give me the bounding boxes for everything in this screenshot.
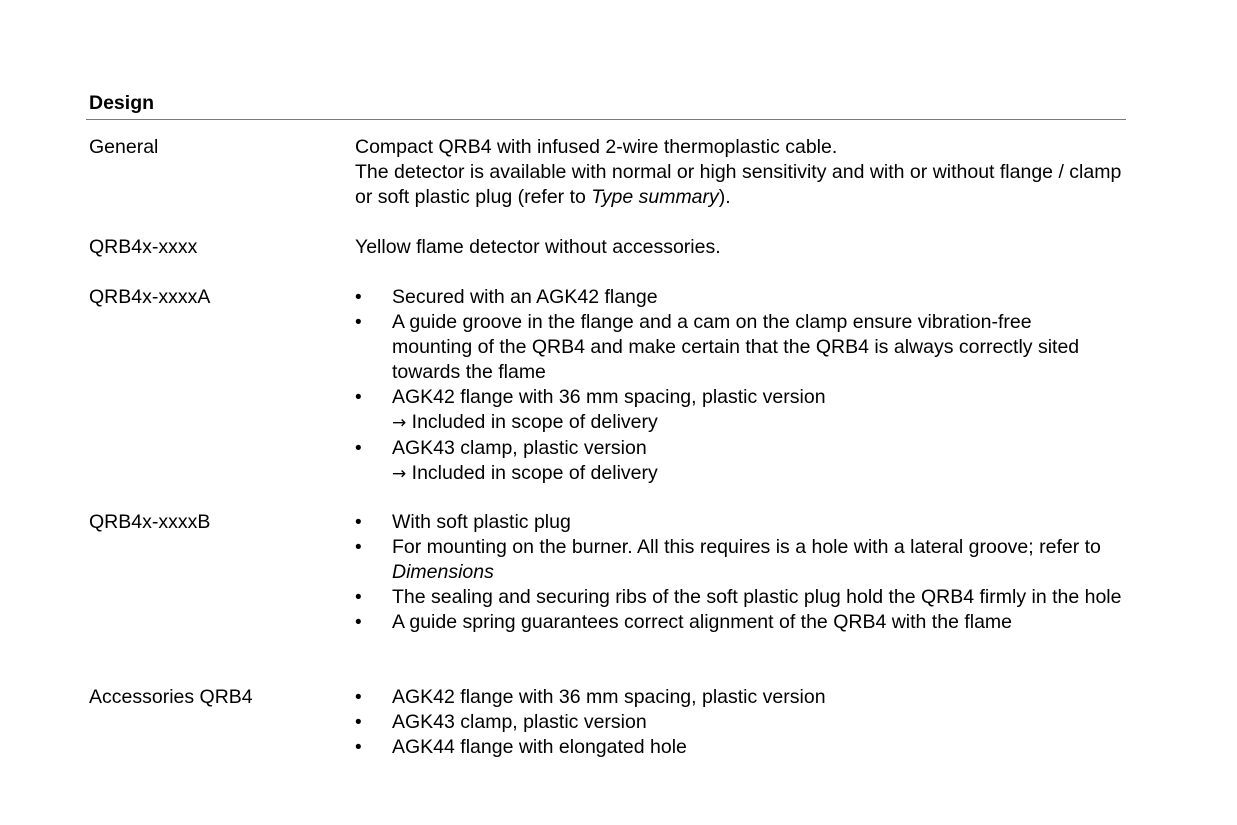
list-item-text: AGK42 flange with 36 mm spacing, plastic version: [392, 386, 826, 408]
row-body-qrb4x-xxxxb: [355, 510, 1125, 635]
list-item-text: For mounting on the burner. All this requires is a hole with a lateral groove; refer to: [392, 536, 1101, 558]
list-item: [355, 310, 1115, 385]
list-item-note: [392, 461, 1115, 487]
accessories-list: [355, 685, 1135, 760]
qrb4x-xxxxb-list: [355, 510, 1125, 635]
list-item-text: A guide spring guarantees correct alignment of the QRB4 with the flame: [392, 611, 1013, 633]
list-item: [355, 610, 1125, 635]
list-item: [355, 285, 1115, 310]
list-item: [355, 436, 1115, 487]
list-item: [355, 535, 1125, 585]
list-item-note-text: Included in scope of delivery: [411, 462, 658, 484]
list-item-text: With soft plastic plug: [392, 511, 571, 533]
type-summary-reference: Type summary: [591, 186, 719, 208]
qrb4x-xxxx-description: Yellow flame detector without accessories.: [355, 236, 721, 258]
row-body-qrb4x-xxxxa: [355, 285, 1115, 487]
row-label-qrb4x-xxxx: QRB4x-xxxx: [89, 236, 198, 258]
row-label-qrb4x-xxxxa: QRB4x-xxxxA: [89, 286, 211, 308]
list-item: [355, 585, 1125, 610]
list-item-text: AGK43 clamp, plastic version: [392, 711, 647, 733]
general-line-1: Compact QRB4 with infused 2-wire thermoplastic cable.: [355, 136, 838, 158]
section-title: Design: [89, 92, 155, 114]
heading-divider: [86, 119, 1126, 120]
list-item: [355, 385, 1115, 436]
general-line-2: [355, 160, 1135, 210]
general-line-2-prefix: The detector is available with normal or high sensitivity and with or without flange / clamp or soft plastic plug (refer to: [355, 161, 1122, 208]
list-item-text: A guide groove in the flange and a cam on the clamp ensure vibration-free mounting of the QRB4 and make certain that the QRB4 is always correctly sited towards the flame: [392, 311, 1080, 383]
list-item-note: [392, 410, 1115, 436]
list-item: [355, 735, 1135, 760]
list-item-note-text: Included in scope of delivery: [411, 411, 658, 433]
qrb4x-xxxxa-list: [355, 285, 1115, 487]
list-item-text: AGK42 flange with 36 mm spacing, plastic version: [392, 686, 826, 708]
row-label-qrb4x-xxxxb: QRB4x-xxxxB: [89, 511, 211, 533]
row-body-qrb4x-xxxx: [355, 235, 1135, 260]
row-body-accessories: [355, 685, 1135, 760]
list-item: [355, 685, 1135, 710]
list-item-text: The sealing and securing ribs of the soft plastic plug hold the QRB4 firmly in the hole: [392, 586, 1122, 608]
list-item-text: Secured with an AGK42 flange: [392, 286, 658, 308]
general-line-2-suffix: ).: [718, 186, 731, 208]
row-label-general: General: [89, 136, 159, 158]
row-label-accessories: Accessories QRB4: [89, 686, 253, 708]
dimensions-reference: Dimensions: [392, 561, 494, 583]
row-body-general: [355, 135, 1135, 210]
arrow-right-icon: →: [392, 413, 407, 433]
list-item-text: AGK43 clamp, plastic version: [392, 437, 647, 459]
list-item-text: AGK44 flange with elongated hole: [392, 736, 687, 758]
list-item: [355, 510, 1125, 535]
arrow-right-icon: →: [392, 464, 407, 484]
list-item: [355, 710, 1135, 735]
